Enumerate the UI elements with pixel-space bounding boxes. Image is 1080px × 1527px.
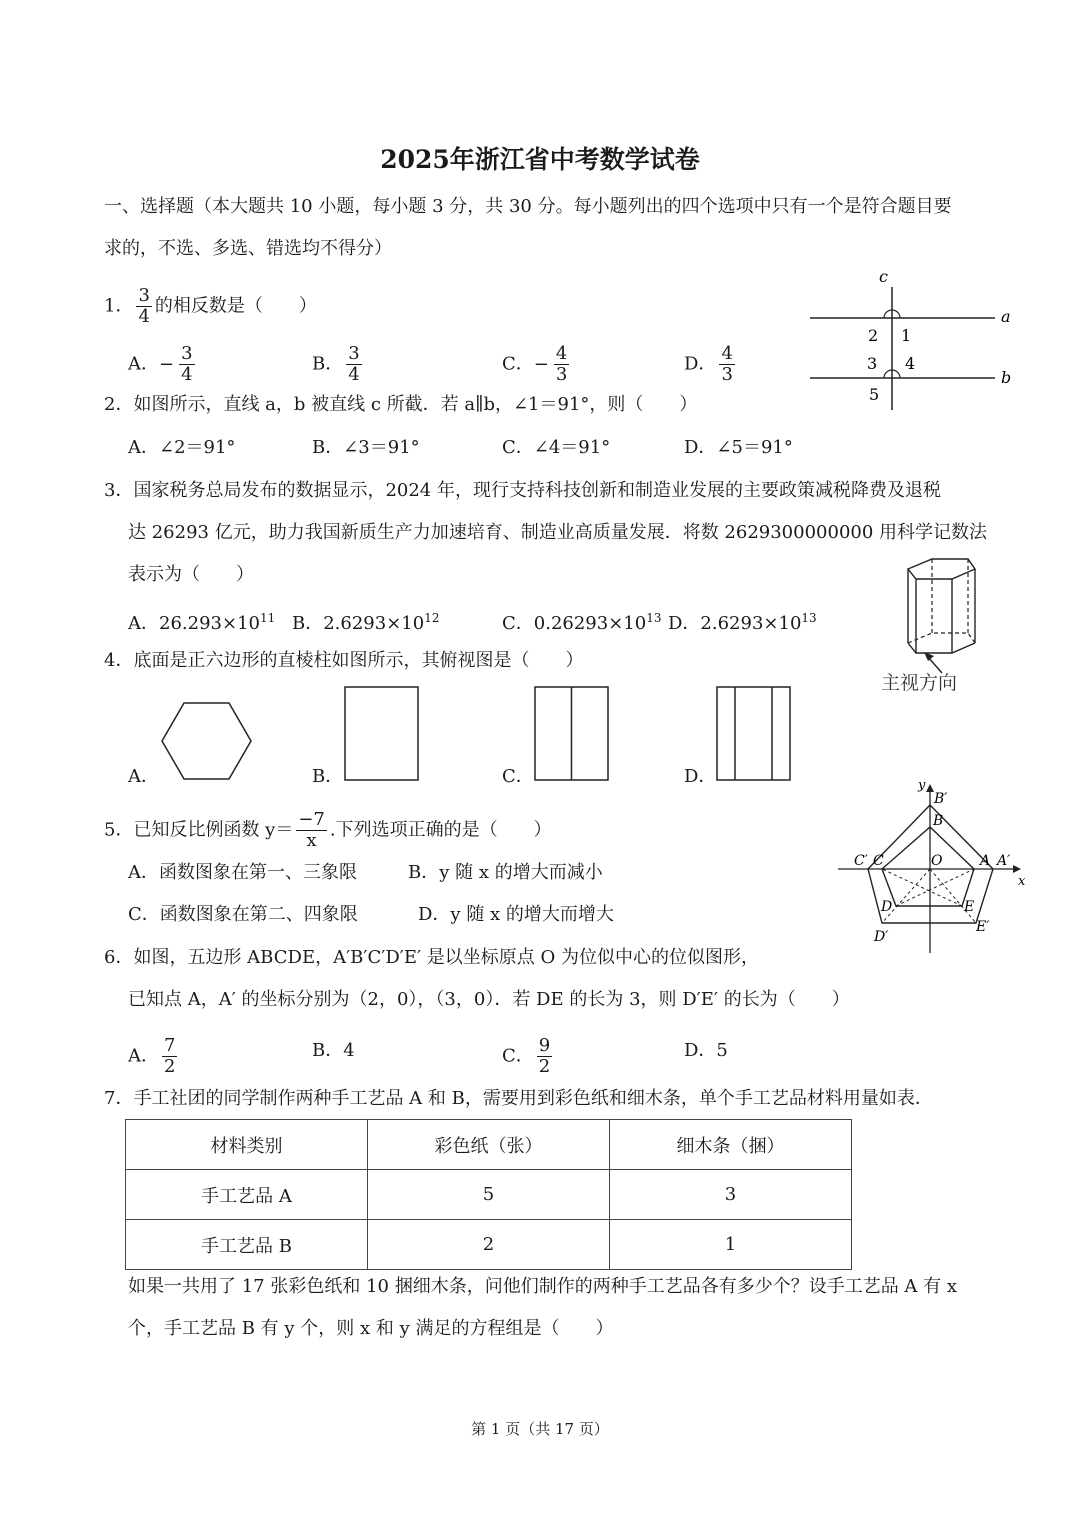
line-b-label: b (1001, 368, 1012, 387)
svg-text:x: x (1018, 874, 1026, 889)
q3-option-a[interactable]: A．$26.293\times 10^{11}$ (128, 611, 276, 634)
table-cell: 手工艺品 A (126, 1170, 368, 1220)
q3-option-b[interactable]: B．$2.6293\times 10^{12}$ (292, 611, 440, 634)
line-c-label: c (879, 267, 888, 286)
svg-text:y: y (918, 778, 926, 793)
table-cell: 手工艺品 B (126, 1220, 368, 1270)
q5-option-a[interactable]: A．函数图象在第一、三象限 (128, 862, 357, 883)
q1-option-d[interactable]: D． $\frac{4}{3}$ (684, 343, 733, 385)
table-header-cell: 彩色纸（张） (368, 1120, 610, 1170)
question-7-stem: 7．手工社团的同学制作两种手工艺品 A 和 B，需要用到彩色纸和细木条，单个手工艺品材料用量如表． (104, 1088, 933, 1109)
q3-option-c[interactable]: C．$0.26293\times 10^{13}$ (502, 611, 662, 634)
svg-text:B: B (933, 813, 944, 829)
table-cell: 2 (368, 1220, 610, 1270)
table-cell: 3 (610, 1170, 852, 1220)
rectangle-option-shape (344, 686, 420, 782)
q3-option-d[interactable]: D．$2.6293\times 10^{13}$ (668, 611, 817, 634)
q5-option-d[interactable]: D．y 随 x 的增大而增大 (418, 904, 614, 925)
svg-text:A′: A′ (997, 853, 1011, 869)
svg-text:A: A (980, 853, 991, 869)
q2-option-a[interactable]: A．∠2＝91° (128, 437, 236, 458)
question-3-line1: 3．国家税务总局发布的数据显示，2024 年，现行支持科技创新和制造业发展的主要政策减税降费及退税 (104, 480, 941, 501)
pentagon-similarity-figure (838, 775, 1038, 955)
angle-4-label: 4 (905, 354, 916, 373)
q4-option-b[interactable]: B． (312, 766, 344, 787)
q5-option-b[interactable]: B．y 随 x 的增大而减小 (408, 862, 603, 883)
table-row (126, 1170, 852, 1220)
materials-table (125, 1119, 852, 1270)
table-cell: 5 (368, 1170, 610, 1220)
svg-text:C: C (873, 853, 884, 869)
question-3-line2: 达 26293 亿元，助力我国新质生产力加速培育、制造业高质量发展．将数 2629300000000 用科学记数法 (128, 522, 988, 543)
page-footer: 第 1 页（共 17 页） (471, 1420, 609, 1438)
q6-option-b[interactable]: B．4 (312, 1040, 355, 1061)
angle-3-label: 3 (867, 354, 878, 373)
svg-text:C′: C′ (854, 853, 868, 869)
parallel-lines-figure (805, 265, 1035, 415)
table-header-cell: 材料类别 (126, 1120, 368, 1170)
section-heading-line2: 求的，不选、多选、错选均不得分） (104, 238, 392, 259)
q5-option-c[interactable]: C．函数图象在第二、四象限 (128, 904, 358, 925)
svg-text:B′: B′ (934, 791, 948, 807)
table-header-cell: 细木条（捆） (610, 1120, 852, 1170)
svg-text:E′: E′ (976, 919, 990, 935)
section-heading-line1: 一、选择题（本大题共 10 小题，每小题 3 分，共 30 分。每小题列出的四个选项中只有一个是符合题目要 (104, 196, 952, 217)
question-2-stem: 2．如图所示，直线 a，b 被直线 c 所截．若 a∥b，∠1＝91°，则（ ） (104, 394, 698, 415)
table-cell: 1 (610, 1220, 852, 1270)
hexagon-option-shape (160, 700, 254, 782)
page-title: 2025年浙江省中考数学试卷 (380, 145, 700, 174)
q4-option-d[interactable]: D． (684, 766, 717, 787)
angle-5-label: 5 (869, 385, 880, 404)
three-panel-option-shape (716, 686, 792, 782)
question-7-line2: 个，手工艺品 B 有 y 个，则 x 和 y 满足的方程组是（ ） (128, 1318, 614, 1339)
q6-option-c[interactable]: C． $\frac{9}{2}$ (502, 1035, 551, 1077)
table-header-row (126, 1120, 852, 1170)
q2-option-b[interactable]: B．∠3＝91° (312, 437, 420, 458)
question-4-stem: 4．底面是正六边形的直棱柱如图所示，其俯视图是（ ） (104, 650, 584, 671)
svg-text:D: D (881, 899, 893, 915)
question-5-stem: 5．已知反比例函数 y＝ $\frac{-7}{x}$ .下列选项正确的是（ ） (104, 809, 552, 851)
angle-2-label: 2 (868, 326, 879, 345)
question-7-line1: 如果一共用了 17 张彩色纸和 10 捆细木条，问他们制作的两种手工艺品各有多少个？设手工艺品 A 有 x (128, 1276, 958, 1297)
q6-option-a[interactable]: A． $\frac{7}{2}$ (128, 1035, 176, 1077)
svg-text:D′: D′ (874, 929, 889, 945)
q1-option-c[interactable]: C．− $\frac{4}{3}$ (502, 343, 568, 385)
q2-option-d[interactable]: D．∠5＝91° (684, 437, 793, 458)
svg-text:E: E (964, 899, 975, 915)
fraction: $\frac{3}{4}$ (138, 285, 150, 327)
q2-option-c[interactable]: C．∠4＝91° (502, 437, 611, 458)
q1-option-b[interactable]: B． $\frac{3}{4}$ (312, 343, 360, 385)
q6-option-d[interactable]: D．5 (684, 1040, 728, 1061)
question-6-line2: 已知点 A，A′ 的坐标分别为（2，0），（3，0）．若 DE 的长为 3，则 D′E′ 的长为（ ） (128, 989, 850, 1010)
q4-option-c[interactable]: C． (502, 766, 534, 787)
question-3-line3: 表示为（ ） (128, 564, 254, 585)
question-6-line1: 6．如图，五边形 ABCDE，A′B′C′D′E′ 是以坐标原点 O 为位似中心的位似图形， (104, 947, 760, 968)
table-row (126, 1220, 852, 1270)
question-1-stem: 1． $\frac{3}{4}$ 的相反数是（ ） (104, 285, 317, 327)
q1-option-a[interactable]: A．− $\frac{3}{4}$ (128, 343, 193, 385)
view-direction-label: 主视方向 (881, 672, 958, 694)
svg-text:O: O (931, 853, 943, 869)
line-a-label: a (1001, 307, 1011, 326)
q4-option-a[interactable]: A． (128, 766, 159, 787)
two-panel-option-shape (534, 686, 610, 782)
angle-1-label: 1 (901, 326, 912, 345)
